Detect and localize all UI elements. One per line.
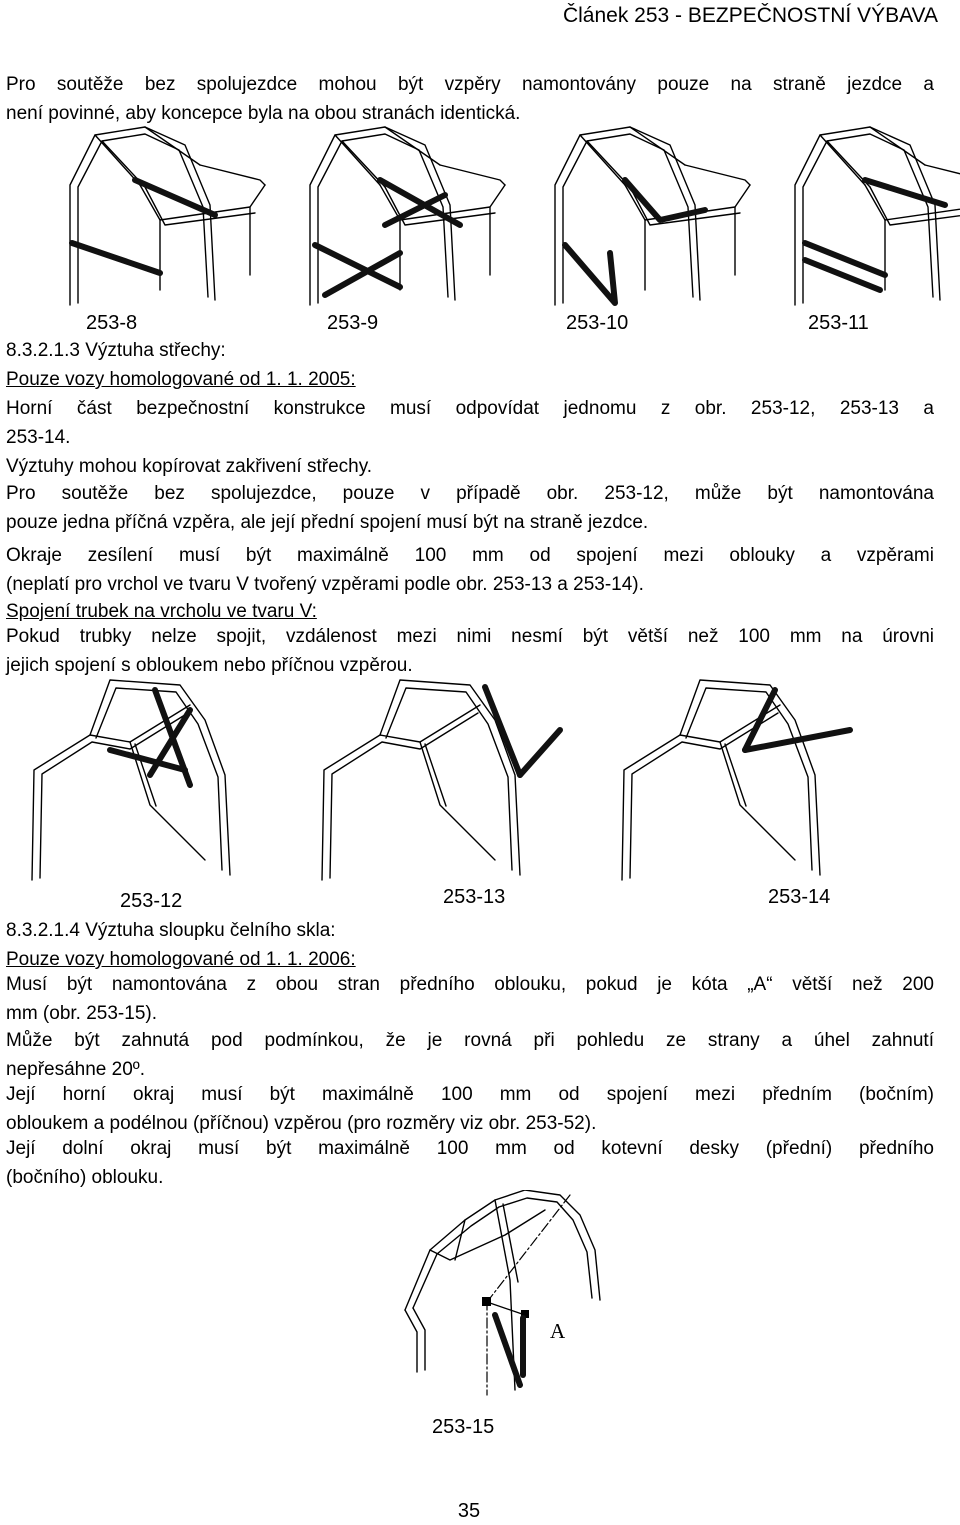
caption-253-10: 253-10 xyxy=(566,312,629,334)
roof-p1-line-2: 253-14. xyxy=(6,427,71,448)
roof-section xyxy=(6,336,934,394)
caption-253-12: 253-12 xyxy=(120,890,183,912)
roof-p5-line-1: Pokud trubky nelze spojit, vzdálenost mezi nimi nesmí být větší než 100 mm na úrovni xyxy=(6,626,934,647)
figure-253-15 xyxy=(395,1190,625,1415)
pillar-paragraph-1 xyxy=(6,970,934,1028)
pillar-p3-line-1: Její horní okraj musí být maximálně 100 mm od spojení mezi předním (bočním) xyxy=(6,1084,934,1105)
pillar-paragraph-2 xyxy=(6,1026,934,1084)
pillar-p4-line-2: (bočního) oblouku. xyxy=(6,1167,164,1188)
intro-line-1: Pro soutěže bez spolujezdce mohou být vzpěry namontovány pouze na straně jezdce a xyxy=(6,74,934,95)
caption-253-15: 253-15 xyxy=(432,1416,495,1438)
pillar-p3-line-2: obloukem a podélnou (příčnou) vzpěrou (pro rozměry viz obr. 253-52). xyxy=(6,1113,597,1134)
roof-paragraph-3 xyxy=(6,479,934,537)
pillar-heading: 8.3.2.1.4 Výztuha sloupku čelního skla: xyxy=(6,920,336,941)
pillar-homologation: Pouze vozy homologované od 1. 1. 2006: xyxy=(6,949,356,970)
roof-paragraph-2 xyxy=(6,452,934,481)
pillar-p2-line-2: nepřesáhne 20º. xyxy=(6,1059,145,1080)
figures-row2-diagram xyxy=(0,675,960,885)
intro-paragraph xyxy=(6,70,934,128)
roof-p5-line-2: jejich spojení s obloukem nebo příčnou vzpěrou. xyxy=(6,655,413,676)
page-number: 35 xyxy=(457,1500,481,1522)
roof-paragraph-1 xyxy=(6,394,934,452)
pillar-p1-line-1: Musí být namontována z obou stran předního oblouku, pokud je kóta „A“ větší než 200 xyxy=(6,974,934,995)
roof-p4-line-1: Okraje zesílení musí být maximálně 100 mm od spojení mezi oblouky a vzpěrami xyxy=(6,545,934,566)
roof-p3-line-1: Pro soutěže bez spolujezdce, pouze v případě obr. 253-12, může být namontována xyxy=(6,483,934,504)
roof-v-heading: Spojení trubek na vrcholu ve tvaru V: xyxy=(6,601,317,622)
roof-p1-line-1: Horní část bezpečnostní konstrukce musí odpovídat jednomu z obr. 253-12, 253-13 a xyxy=(6,398,934,419)
caption-253-13: 253-13 xyxy=(443,886,506,908)
page-header: Článek 253 - BEZPEČNOSTNÍ VÝBAVA xyxy=(562,4,938,27)
figure-253-9 xyxy=(310,127,505,305)
roof-paragraph-4 xyxy=(6,541,934,599)
caption-253-9: 253-9 xyxy=(327,312,379,334)
roof-heading: 8.3.2.1.3 Výztuha střechy: xyxy=(6,340,226,361)
caption-253-8: 253-8 xyxy=(86,312,138,334)
figure-253-14 xyxy=(622,680,850,880)
pillar-p1-line-2: mm (obr. 253-15). xyxy=(6,1003,157,1024)
figure-253-15-label-a: A xyxy=(550,1319,566,1343)
figures-row1-diagram xyxy=(0,125,960,320)
pillar-p4-line-1: Její dolní okraj musí být maximálně 100 mm od kotevní desky (přední) předního xyxy=(6,1138,934,1159)
roof-p2: Výztuhy mohou kopírovat zakřivení střechy. xyxy=(6,456,373,477)
figure-253-10 xyxy=(555,127,750,305)
pillar-paragraph-4 xyxy=(6,1134,934,1192)
roof-homologation: Pouze vozy homologované od 1. 1. 2005: xyxy=(6,369,356,390)
pillar-section xyxy=(6,916,934,974)
pillar-p2-line-1: Může být zahnutá pod podmínkou, že je rovná při pohledu ze strany a úhel zahnutí xyxy=(6,1030,934,1051)
figure-253-12 xyxy=(32,680,230,880)
figure-253-11 xyxy=(795,127,960,305)
figure-253-13 xyxy=(322,680,560,880)
caption-253-14: 253-14 xyxy=(768,886,831,908)
roof-p4-line-2: (neplatí pro vrchol ve tvaru V tvořený vzpěrami podle obr. 253-13 a 253-14). xyxy=(6,574,644,595)
caption-253-11: 253-11 xyxy=(808,312,869,334)
intro-line-2: není povinné, aby koncepce byla na obou stranách identická. xyxy=(6,103,521,124)
pillar-paragraph-3 xyxy=(6,1080,934,1138)
roof-paragraph-5 xyxy=(6,622,934,680)
figure-253-8 xyxy=(70,127,265,305)
roof-p3-line-2: pouze jedna příčná vzpěra, ale její přední spojení musí být na straně jezdce. xyxy=(6,512,649,533)
